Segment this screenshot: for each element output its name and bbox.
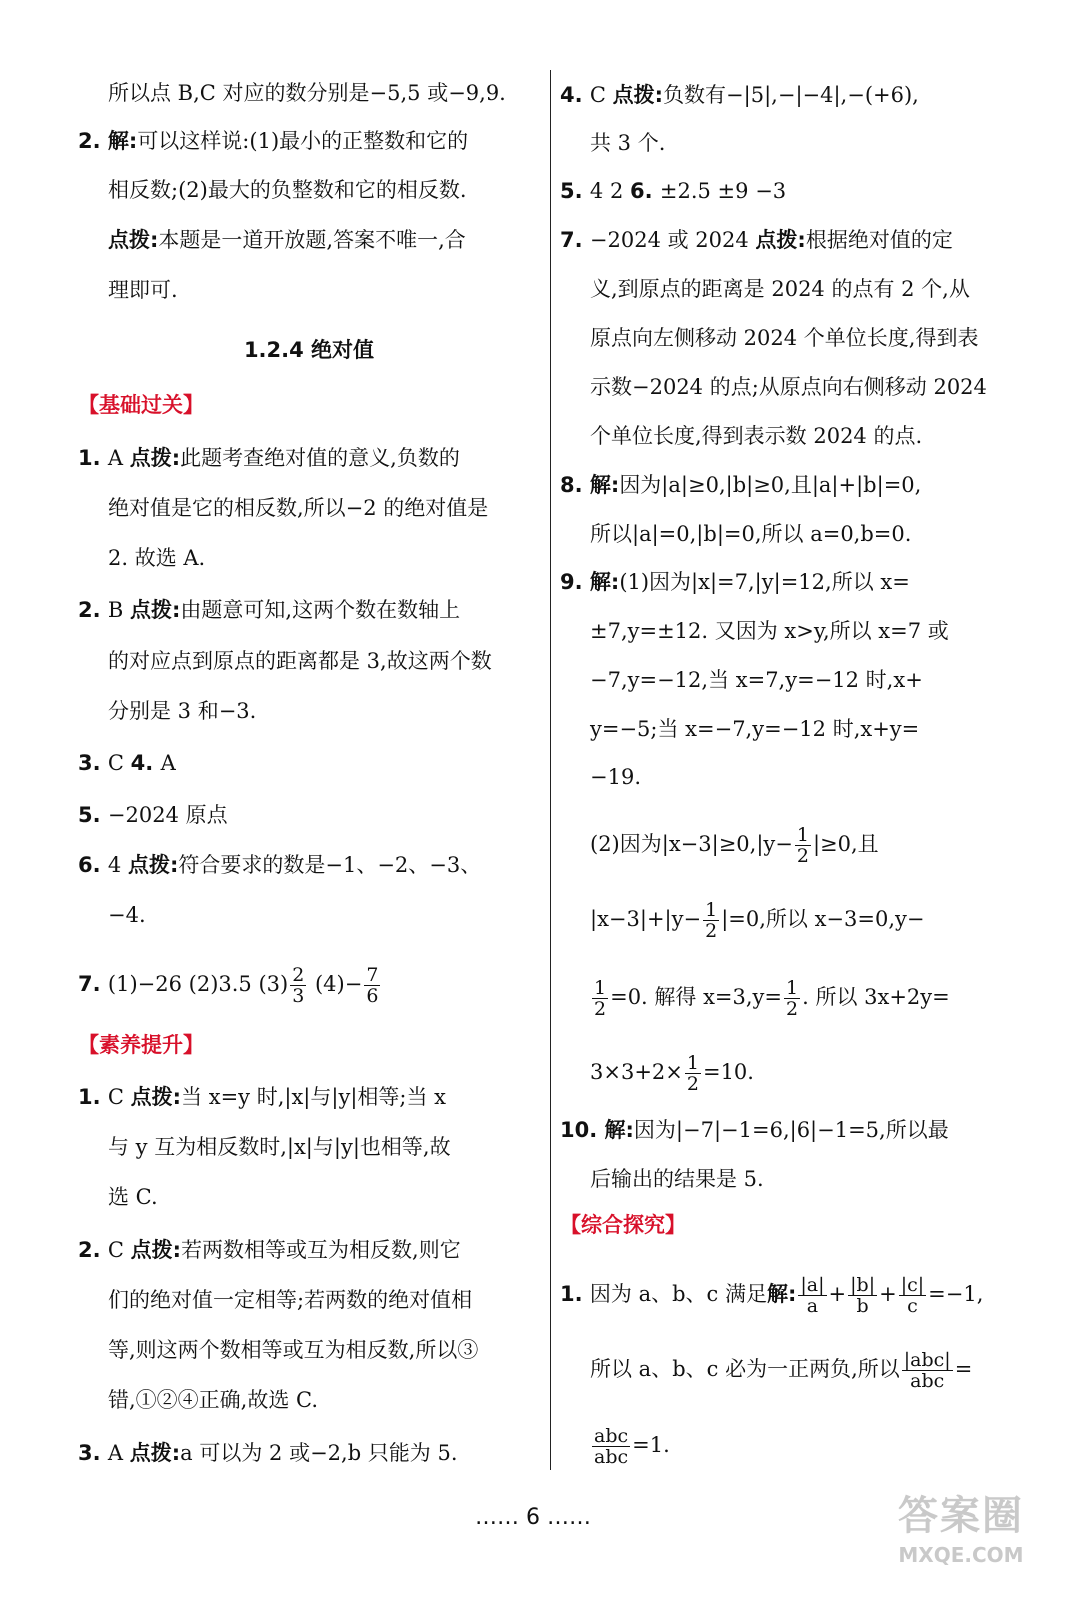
text-line [560, 714, 1012, 744]
text-line [560, 567, 1012, 597]
answer-text: 根据绝对值的定 [805, 228, 953, 252]
fraction-numerator: abc [594, 1425, 629, 1447]
answer-text: 等,则这两个数相等或互为相反数,所以③ [108, 1338, 479, 1362]
answer-text: 个单位长度,得到表示数 2024 的点. [590, 424, 923, 448]
answer-choice: 因为 a、b、c 满足 [589, 1282, 767, 1306]
answer-text: 义,到原点的距离是 2024 的点有 2 个,从 [590, 277, 970, 301]
text-line [78, 175, 540, 205]
hint-label: 点拨: [130, 1238, 182, 1262]
watermark-logo [886, 1490, 1036, 1585]
text-line [78, 1438, 540, 1468]
answer-text: 分别是 3 和−3. [108, 699, 257, 723]
hint-label: 点拨: [127, 853, 179, 877]
answer-text: 所以|a|=0,|b|=0,所以 a=0,b=0. [590, 522, 912, 546]
text-line [560, 1350, 1012, 1391]
answer-text: y=−5;当 x=−7,y=−12 时,x+y= [590, 717, 920, 741]
fraction [592, 978, 608, 1019]
fraction-numerator: |abc| [903, 1349, 951, 1371]
question-number: 1. [78, 446, 108, 470]
answer-text: 因为|a|≥0,|b|≥0,且|a|+|b|=0, [619, 473, 922, 497]
answer-text: (4)− [308, 972, 363, 996]
question-number: 3. [78, 751, 108, 775]
hint-label: 点拨: [755, 228, 806, 252]
fraction [784, 978, 800, 1019]
hint-label: 点拨: [130, 1085, 182, 1109]
answer-text: 后输出的结果是 5. [590, 1167, 764, 1191]
text-line [560, 665, 1012, 695]
answer-text: −7,y=−12,当 x=7,y=−12 时,x+ [590, 668, 923, 692]
answer-text: =−1, [928, 1282, 984, 1306]
fraction-denominator: a [806, 1295, 819, 1317]
text-line [560, 421, 1012, 451]
answer-text: 选 C. [108, 1185, 158, 1209]
text-line [78, 1082, 540, 1112]
fraction-denominator: 2 [594, 998, 607, 1020]
question-number: 2. [78, 1238, 108, 1262]
answer-text: ±2.5 ±9 −3 [659, 179, 787, 203]
answer-text: 本题是一道开放题,答案不唯一,合 [158, 228, 466, 252]
answer-choice: A [107, 446, 130, 470]
text-line [78, 225, 540, 255]
fraction-numerator: 7 [366, 964, 379, 986]
fraction [798, 1275, 826, 1316]
answer-choice: 4 [107, 853, 128, 877]
question-number: 4. [130, 751, 161, 775]
answer-text: 符合要求的数是−1、−2、−3、 [178, 853, 482, 877]
fraction [795, 825, 811, 866]
text-line [560, 978, 1012, 1019]
text-line [78, 595, 540, 625]
text-line [560, 470, 1012, 500]
answer-text: −19. [590, 765, 641, 789]
answer-text: 当 x=y 时,|x|与|y|相等;当 x [181, 1085, 446, 1109]
answer-text: 理即可. [108, 278, 178, 302]
answer-text: −4. [108, 903, 146, 927]
text-line [78, 965, 540, 1006]
answer-text: =1. [632, 1433, 670, 1457]
text-line [78, 1385, 540, 1415]
text-line [78, 126, 540, 156]
text-line [78, 696, 540, 726]
fraction-denominator: 2 [705, 920, 718, 942]
answer-text: =0. 解得 x=3,y= [610, 985, 783, 1009]
text-line [78, 1285, 540, 1315]
hint-label: 点拨: [129, 446, 181, 470]
text-line [78, 78, 540, 108]
fraction-numerator: |c| [900, 1274, 925, 1296]
answer-text: a 可以为 2 或−2,b 只能为 5. [180, 1441, 458, 1465]
text-line [78, 900, 540, 930]
question-number: 2. [78, 129, 108, 153]
hint-label: 解: [589, 570, 620, 594]
answer-text: 所以 a、b、c 必为一正两负,所以 [590, 1357, 900, 1381]
answer-text: −2024 原点 [107, 803, 228, 827]
hint-label: 点拨: [129, 1441, 181, 1465]
question-number: 5. [560, 179, 590, 203]
question-number: 9. [560, 570, 590, 594]
page-number: …… 6 …… [475, 1505, 591, 1530]
answer-choice: C [107, 1238, 131, 1262]
answer-text: |≥0,且 [812, 832, 879, 856]
fraction-denominator: 2 [686, 1073, 699, 1095]
answer-text: 共 3 个. [590, 131, 666, 155]
answer-text: 因为|−7|−1=6,|6|−1=5,所以最 [633, 1118, 949, 1142]
question-number: 3. [78, 1441, 108, 1465]
text-line [560, 1426, 1012, 1467]
question-number: 8. [560, 473, 590, 497]
fraction [364, 965, 380, 1006]
question-number: 6. [78, 853, 108, 877]
answer-text: 示数−2024 的点;从原点向右侧移动 2024 [590, 375, 987, 399]
question-number: 2. [78, 598, 108, 622]
fraction-numerator: 1 [705, 899, 718, 921]
fraction-numerator: |a| [800, 1274, 825, 1296]
text-line [560, 616, 1012, 646]
answer-choice: C [107, 1085, 131, 1109]
answer-text: 若两数相等或互为相反数,则它 [181, 1238, 461, 1262]
hint-label: 解: [107, 129, 138, 153]
question-number: 1. [560, 1282, 590, 1306]
text-line [560, 1164, 1012, 1194]
answer-choice: B [107, 598, 131, 622]
text-line [560, 1115, 1012, 1145]
fraction [848, 1275, 877, 1316]
question-number: 4. [560, 83, 590, 107]
answer-text: |x−3|+|y− [590, 907, 702, 931]
section-tag: 【素养提升】 [78, 1033, 204, 1057]
answer-text: 错,①②④正确,故选 C. [108, 1388, 319, 1412]
text-line [78, 1335, 540, 1365]
answer-text: 2. 故选 A. [108, 546, 206, 570]
fraction [703, 900, 719, 941]
fraction [902, 1350, 953, 1391]
answer-text: 与 y 互为相反数时,|x|与|y|也相等,故 [108, 1135, 451, 1159]
fraction-denominator: 2 [796, 845, 809, 867]
answer-text: (1)因为|x|=7,|y|=12,所以 x= [619, 570, 910, 594]
answer-text: |=0,所以 x−3=0,y− [721, 907, 925, 931]
watermark-text: 答案圈 [898, 1493, 1024, 1539]
text-line [560, 1210, 1012, 1240]
fraction-numerator: |b| [850, 1274, 876, 1296]
answer-text: 们的绝对值一定相等;若两数的绝对值相 [108, 1288, 473, 1312]
answer-text: 3×3+2× [590, 1060, 683, 1084]
text-line [78, 1030, 540, 1060]
answer-text: = [954, 1357, 973, 1381]
section-tag: 【基础过关】 [78, 393, 204, 417]
text-line [78, 1132, 540, 1162]
question-number: 6. [629, 179, 660, 203]
answer-text: 由题意可知,这两个数在数轴上 [180, 598, 461, 622]
text-line [78, 800, 540, 830]
text-line [560, 128, 1012, 158]
question-number: 7. [78, 972, 108, 996]
hint-label: 点拨: [612, 83, 664, 107]
answer-text: 4 2 [589, 179, 630, 203]
text-line [560, 323, 1012, 353]
answer-text: ±7,y=±12. 又因为 x>y,所以 x=7 或 [590, 619, 949, 643]
text-line [78, 850, 540, 880]
text-line [560, 1053, 1012, 1094]
text-line [78, 646, 540, 676]
hint-label: 解: [766, 1282, 797, 1306]
answer-text: 负数有−|5|,−|−4|,−(+6), [663, 83, 919, 107]
fraction-denominator: 2 [786, 998, 799, 1020]
column-divider [550, 70, 551, 1470]
text-line [78, 390, 540, 420]
answer-choice: A [107, 1441, 130, 1465]
answer-text: 可以这样说:(1)最小的正整数和它的 [137, 129, 469, 153]
answer-text: A [160, 751, 176, 775]
fraction [290, 965, 306, 1006]
answer-text: 的对应点到原点的距离都是 3,故这两个数 [108, 649, 492, 673]
text-line [560, 825, 1012, 866]
text-line [560, 762, 1012, 792]
fraction-numerator: 1 [594, 977, 607, 999]
fraction-denominator: abc [910, 1370, 945, 1392]
answer-text: 此题考查绝对值的意义,负数的 [180, 446, 460, 470]
text-line [78, 748, 540, 778]
fraction-numerator: 1 [686, 1052, 699, 1074]
text-line [560, 176, 1012, 206]
text-line [78, 1235, 540, 1265]
fraction-denominator: b [856, 1295, 869, 1317]
text-line [560, 900, 1012, 941]
section-title: 1.2.4 绝对值 [243, 338, 375, 362]
question-number: 10. [560, 1118, 605, 1142]
answer-text: . 所以 3x+2y= [802, 985, 950, 1009]
question-number: 5. [78, 803, 108, 827]
fraction-denominator: c [907, 1295, 918, 1317]
fraction-numerator: 1 [786, 977, 799, 999]
hint-label: 点拨: [108, 228, 159, 252]
answer-choice: −2024 或 2024 [589, 228, 756, 252]
hint-label: 解: [589, 473, 620, 497]
answer-text: 所以点 B,C 对应的数分别是−5,5 或−9,9. [108, 81, 506, 105]
fraction-denominator: abc [594, 1446, 629, 1468]
fraction [592, 1426, 630, 1467]
text-line [78, 275, 540, 305]
answer-text: + [828, 1282, 847, 1306]
text-line [78, 493, 540, 523]
answer-text: (2)因为|x−3|≥0,|y− [590, 832, 793, 856]
question-number: 7. [560, 228, 590, 252]
fraction [685, 1053, 701, 1094]
fraction-numerator: 2 [292, 964, 305, 986]
answer-text: + [879, 1282, 897, 1306]
fraction-denominator: 6 [366, 985, 379, 1007]
answer-text: (1)−26 (2)3.5 (3) [107, 972, 289, 996]
section-tag: 【综合探究】 [560, 1213, 686, 1237]
answer-text: 绝对值是它的相反数,所以−2 的绝对值是 [108, 496, 489, 520]
answer-text: 原点向左侧移动 2024 个单位长度,得到表 [590, 326, 979, 350]
text-line [560, 1275, 1012, 1316]
text-line [78, 543, 540, 573]
text-line [560, 225, 1012, 255]
question-number: 1. [78, 1085, 108, 1109]
fraction [899, 1275, 926, 1316]
text-line [560, 372, 1012, 402]
text-line [560, 519, 1012, 549]
answer-text: =10. [702, 1060, 754, 1084]
text-line [560, 80, 1012, 110]
text-line [560, 274, 1012, 304]
fraction-denominator: 3 [292, 985, 305, 1007]
hint-label: 解: [604, 1118, 634, 1142]
fraction-numerator: 1 [796, 824, 809, 846]
watermark-url: MXQE.COM [898, 1543, 1024, 1567]
text-line [78, 1182, 540, 1212]
hint-label: 点拨: [130, 598, 181, 622]
answer-text: 相反数;(2)最大的负整数和它的相反数. [108, 178, 467, 202]
text-line [78, 443, 540, 473]
answer-text: C [107, 751, 131, 775]
answer-choice: C [589, 83, 613, 107]
